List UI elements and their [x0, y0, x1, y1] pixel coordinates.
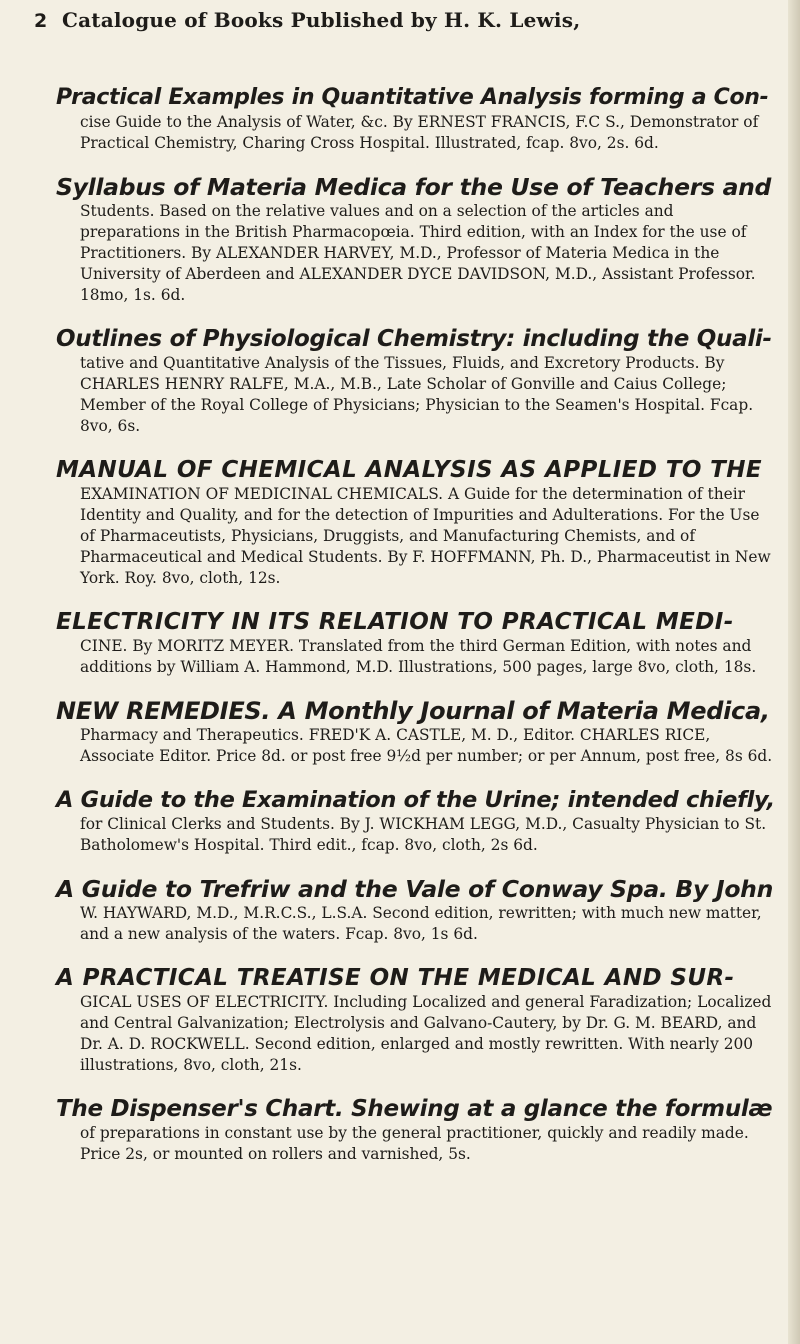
catalogue-entry	[56, 84, 778, 154]
running-head: Catalogue of Books Published by H. K. Lewis,	[62, 8, 581, 32]
entry-title: A Guide to Trefriw and the Vale of Conway Spa. By John	[56, 875, 774, 903]
entry-title: A PRACTICAL TREATISE ON THE MEDICAL AND SUR-	[56, 965, 735, 991]
catalogue-entry	[56, 1095, 778, 1165]
catalogue-entry	[56, 608, 778, 678]
catalogue-entries	[56, 84, 778, 1184]
catalogue-entry	[56, 173, 778, 306]
catalogue-entry	[56, 875, 778, 945]
entry-title: Syllabus of Materia Medica for the Use of Teachers and	[56, 173, 772, 201]
entry-title: A Guide to the Examination of the Urine; intended chiefly,	[56, 787, 775, 813]
catalogue-entry	[56, 325, 778, 437]
page-number: 2	[34, 10, 48, 32]
entry-description: CINE. By MORITZ MEYER. Translated from the third German Edition, with notes and additions by William A. Hammond, M.D. Illustrations, 500 pages, large 8vo, cloth, 18s.	[80, 637, 757, 676]
entry-description: cise Guide to the Analysis of Water, &c. By ERNEST FRANCIS, F.C S., Demonstrator of Practical Chemistry, Charing Cross Hospital. Illustrated, fcap. 8vo, 2s. 6d.	[80, 113, 759, 152]
entry-title: Practical Examples in Quantitative Analysis forming a Con-	[56, 85, 769, 110]
entry-description: Pharmacy and Therapeutics. FRED'K A. CASTLE, M. D., Editor. CHARLES RICE, Associate Editor. Price 8d. or post free 9½d per number; or per Annum, post free, 8s 6d.	[80, 726, 773, 765]
entry-description: of preparations in constant use by the general practitioner, quickly and readily made. Price 2s, or mounted on rollers and varnished, 5s.	[80, 1124, 749, 1163]
catalogue-entry	[56, 786, 778, 856]
catalogue-entry	[56, 964, 778, 1076]
entry-description: GICAL USES OF ELECTRICITY. Including Localized and general Faradization; Localized and Central Galvanization; Electrolysis and Galvano-Cautery, by Dr. G. M. BEARD, and Dr. A. D. ROCKWELL. Second edition, enlarged and mostly rewritten. With nearly 200 illustrations, 8vo, cloth, 21s.	[80, 993, 772, 1074]
entry-description: for Clinical Clerks and Students. By J. WICKHAM LEGG, M.D., Casualty Physician to St. Batholomew's Hospital. Third edit., fcap. 8vo, cloth, 2s 6d.	[80, 815, 767, 854]
entry-title: MANUAL OF CHEMICAL ANALYSIS AS APPLIED TO THE	[56, 457, 763, 483]
entry-title: NEW REMEDIES. A Monthly Journal of Materia Medica,	[56, 697, 770, 725]
page-edge-shadow	[788, 0, 800, 1344]
entry-title: The Dispenser's Chart. Shewing at a glance the formulæ	[56, 1096, 773, 1122]
entry-description: tative and Quantitative Analysis of the Tissues, Fluids, and Excretory Products. By CHARLES HENRY RALFE, M.A., M.B., Late Scholar of Gonville and Caius College; Member of the Royal College of Physicians; Physician to the Seamen's Hospital. Fcap. 8vo, 6s.	[80, 354, 754, 435]
catalogue-entry	[56, 456, 778, 589]
entry-description: Students. Based on the relative values and on a selection of the articles and preparations in the British Pharmacopœia. Third edition, with an Index for the use of Practitioners. By ALEXANDER HARVEY, M.D., Professor of Materia Medica in the University of Aberdeen and ALEXANDER DYCE DAVIDSON, M.D., Assistant Professor. 18mo, 1s. 6d.	[80, 202, 756, 304]
entry-description: W. HAYWARD, M.D., M.R.C.S., L.S.A. Second edition, rewritten; with much new matter, and a new analysis of the waters. Fcap. 8vo, 1s 6d.	[80, 904, 762, 943]
catalogue-entry	[56, 697, 778, 767]
entry-description: EXAMINATION OF MEDICINAL CHEMICALS. A Guide for the determination of their Identity and Quality, and for the detection of Impurities and Adulterations. For the Use of Pharmaceutists, Physicians, Druggists, and Manufacturing Chemists, and of Pharmaceutical and Medical Students. By F. HOFFMANN, Ph. D., Pharmaceutist in New York. Roy. 8vo, cloth, 12s.	[80, 485, 771, 587]
entry-title: ELECTRICITY IN ITS RELATION TO PRACTICAL MEDI-	[56, 609, 734, 635]
entry-title: Outlines of Physiological Chemistry: including the Quali-	[56, 326, 772, 352]
